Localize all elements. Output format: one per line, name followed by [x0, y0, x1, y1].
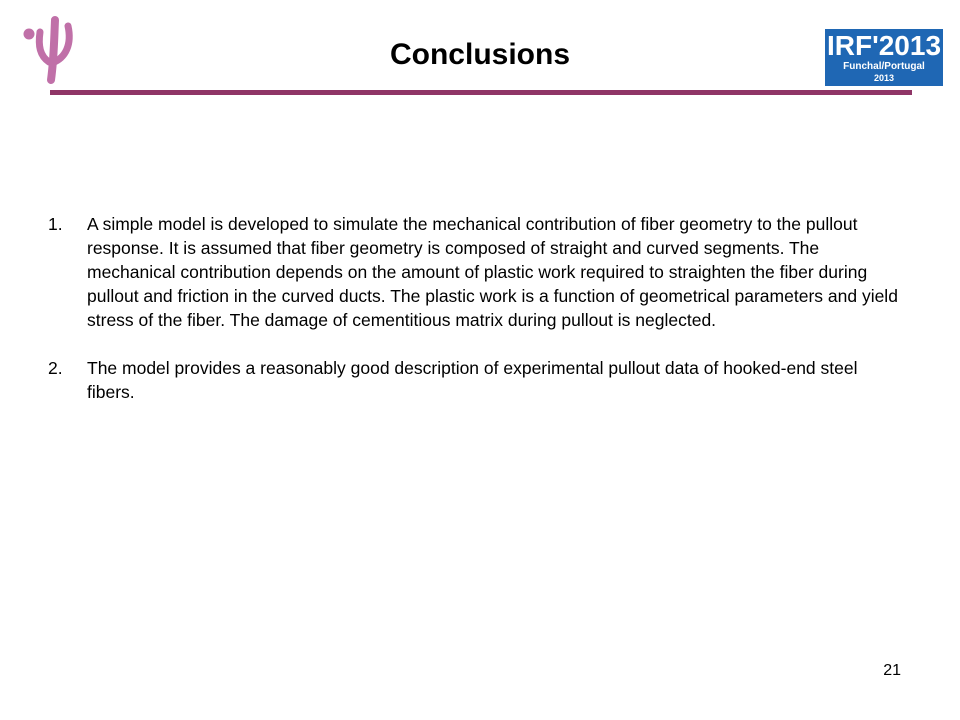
- list-item-number: 2.: [48, 358, 63, 378]
- conference-logo: [825, 29, 943, 86]
- list-item-number: 1.: [48, 214, 63, 234]
- conclusions-list: [48, 212, 908, 428]
- conference-logo-year: 2013: [873, 73, 895, 83]
- conference-logo-place: Funchal/Portugal: [843, 61, 925, 72]
- title-divider: [50, 90, 912, 95]
- list-item-text: A simple model is developed to simulate the mechanical contribution of fiber geometry to the pullout response. It is assumed that fiber geometry is composed of straight and curved segments. The mechanical contribution depends on the amount of plastic work required to straighten the fiber during pullout and friction in the curved ducts. The plastic work is a function of geometrical parameters and yield stress of the fiber. The damage of cementitious matrix during pullout is neglected.: [87, 214, 898, 330]
- conference-logo-name: IRF'2013: [826, 30, 942, 61]
- list-item: [48, 212, 908, 332]
- slide-title: Conclusions: [389, 38, 570, 71]
- list-item: [48, 356, 908, 404]
- page-number: 21: [883, 662, 901, 679]
- list-item-text: The model provides a reasonably good description of experimental pullout data of hooked-end steel fibers.: [87, 358, 858, 402]
